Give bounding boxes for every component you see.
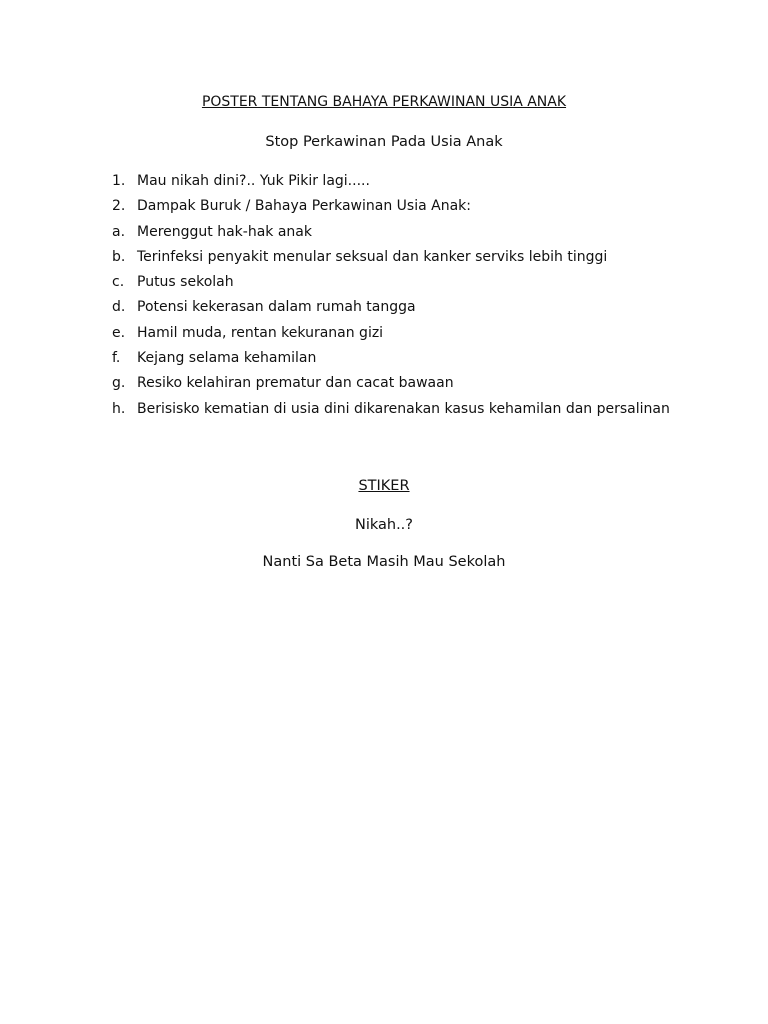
list-item [112,372,752,397]
poster-list [112,170,752,423]
poster-title: POSTER TENTANG BAHAYA PERKAWINAN USIA ANAK [201,94,567,110]
list-item [112,347,752,372]
list-marker: a. [112,223,126,240]
list-item [112,322,752,347]
list-item-text: Merenggut hak-hak anak [137,223,312,240]
list-marker: h. [112,400,126,417]
list-item [112,246,752,271]
poster-subtitle: Stop Perkawinan Pada Usia Anak [265,134,503,150]
list-item-text: Putus sekolah [137,274,234,291]
list-marker: f. [112,350,121,367]
list-item-text: Dampak Buruk / Bahaya Perkawinan Usia Anak: [137,198,471,215]
list-marker: b. [112,248,126,265]
sticker-title: STIKER [358,478,410,494]
list-item-text: Potensi kekerasan dalam rumah tangga [137,299,416,316]
list-marker: c. [112,274,125,291]
list-item-text: Hamil muda, rentan kekuranan gizi [137,324,384,341]
list-marker: 2. [112,198,126,215]
list-item [112,170,752,195]
list-item [112,296,752,321]
list-item-text: Mau nikah dini?.. Yuk Pikir lagi..... [137,173,370,189]
list-marker: e. [112,324,126,341]
list-marker: d. [112,299,126,316]
list-item-text: Resiko kelahiran prematur dan cacat bawaan [137,375,454,392]
list-item-text: Kejang selama kehamilan [137,350,317,367]
sticker-line-1: Nikah..? [354,517,413,533]
list-item [112,271,752,296]
list-marker: g. [112,375,126,392]
list-item [112,195,752,220]
list-item [112,221,752,246]
list-marker: 1. [112,173,126,189]
list-item-text: Berisisko kematian di usia dini dikarenakan kasus kehamilan dan persalinan [137,400,670,417]
list-item [112,398,752,423]
list-item-text: Terinfeksi penyakit menular seksual dan kanker serviks lebih tinggi [137,248,608,265]
sticker-line-2: Nanti Sa Beta Masih Mau Sekolah [262,554,506,570]
